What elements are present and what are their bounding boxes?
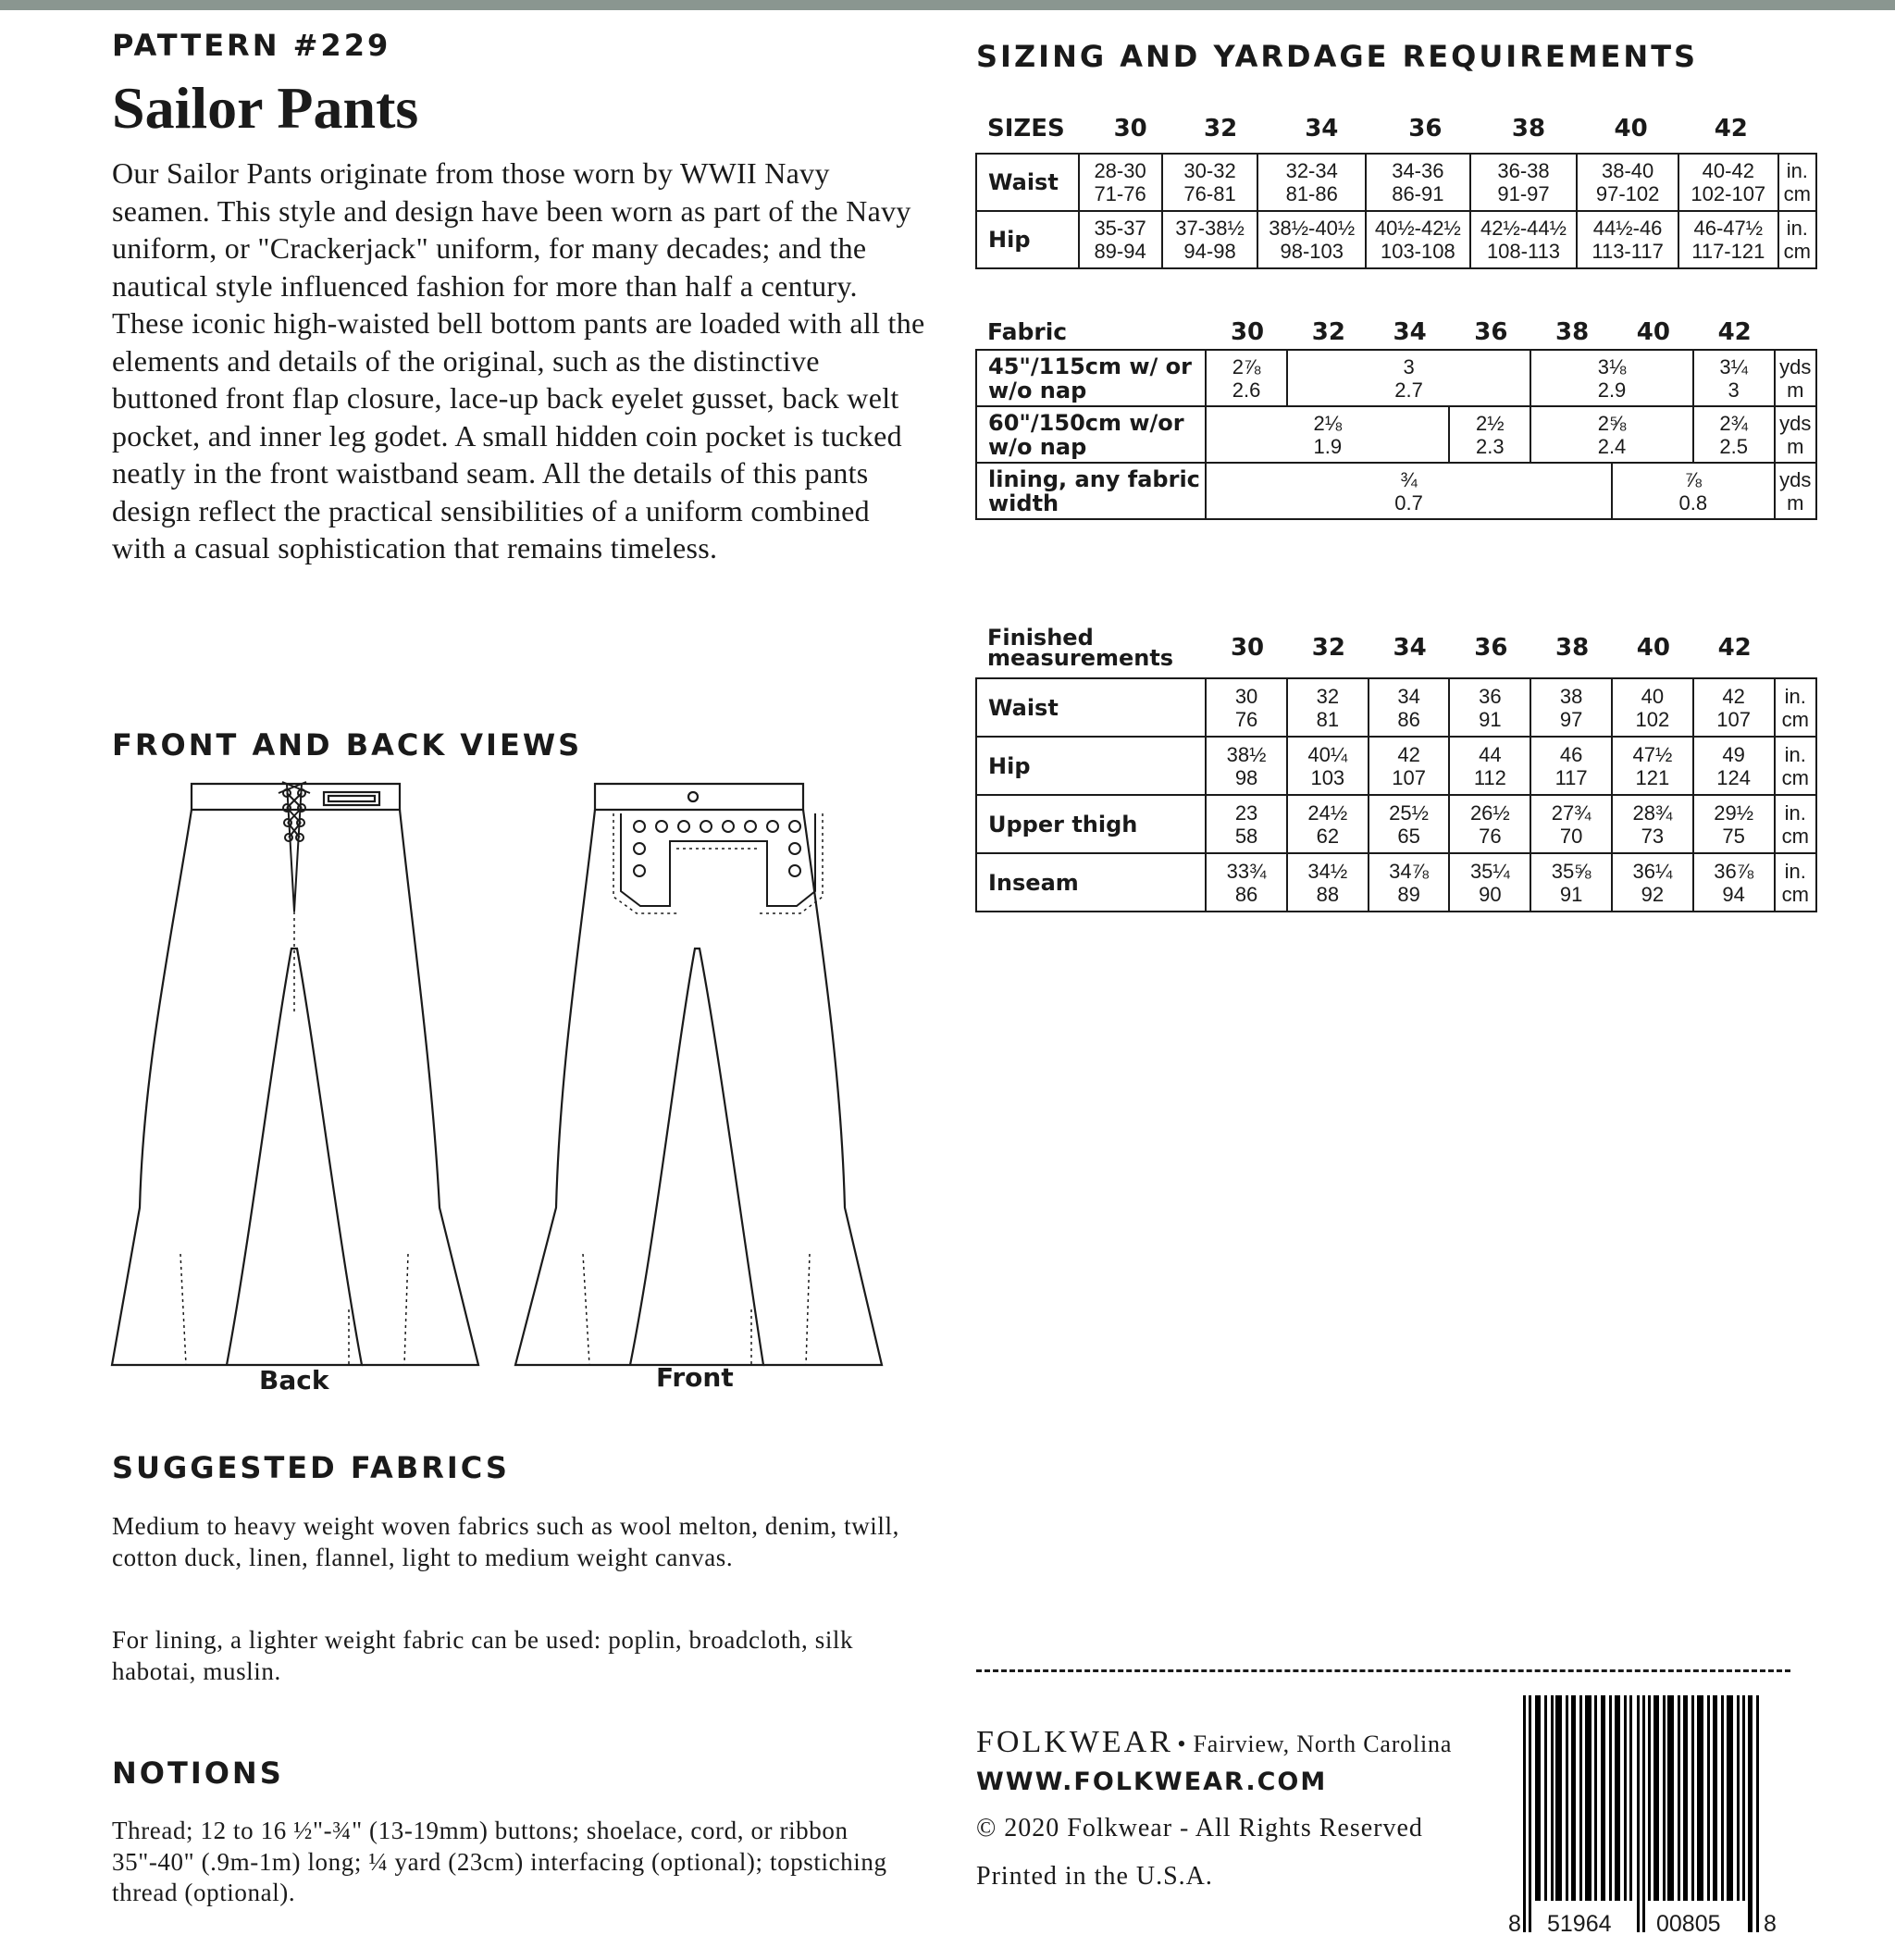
unit-cm: cm	[1783, 240, 1811, 263]
cell-cm: 62	[1316, 824, 1340, 848]
description: Our Sailor Pants originate from those worn by WWII Navy seamen. This style and design have been worn as part of the Navy uniform, or "Crackerjack" uniform, for many decades; and the nautical style influenced fashion for more than half a century. These iconic high-waisted bell bottom pants are loaded with all the elements and details of the original, such as the distinctive buttoned front flap closure, lace-up back eyelet gusset, back welt pocket, and inner leg godet. A small hidden coin pocket is tucked neatly in the front waistband seam. All the details of this pants design reflect the practical sensibilities of a uniform combined with a casual sophistication that remains timeless.	[112, 156, 925, 564]
cell-cm: 81-86	[1285, 182, 1338, 205]
sizes-label: SIZES	[987, 115, 1065, 143]
notions-heading: NOTIONS	[112, 1755, 284, 1791]
cell-in: 34½	[1307, 859, 1348, 883]
cell-in: 40½-42½	[1374, 217, 1461, 240]
unit-cm: cm	[1781, 824, 1809, 848]
unit-in: in.	[1784, 800, 1806, 825]
unit-cm: cm	[1781, 765, 1809, 789]
cell-in: 33¾	[1226, 859, 1267, 883]
cell-yds: ¾	[1400, 467, 1418, 491]
cell-yds: 3¼	[1719, 354, 1748, 378]
row-label: Waist	[976, 154, 1079, 211]
cell-in: 38½	[1226, 742, 1267, 766]
body-measurements-table	[975, 153, 1817, 269]
row-label: 60"/150cm w/or w/o nap	[976, 406, 1206, 463]
cell-m: 2.5	[1719, 434, 1748, 458]
unit-in: in.	[1786, 217, 1808, 240]
cell-cm: 98	[1234, 765, 1258, 789]
fabric-label: Fabric	[987, 318, 1068, 345]
cell-in: 28-30	[1094, 159, 1146, 182]
size-30: 30	[1230, 634, 1265, 662]
size-38: 38	[1555, 318, 1590, 346]
suggested-fabrics-heading: SUGGESTED FABRICS	[112, 1450, 510, 1485]
unit-cm: cm	[1781, 707, 1809, 731]
size-42: 42	[1714, 115, 1748, 143]
cell-cm: 65	[1397, 824, 1420, 848]
unit-yds: yds	[1779, 411, 1812, 435]
size-32: 32	[1204, 115, 1238, 143]
cell-cm: 86	[1397, 707, 1420, 731]
unit-in: in.	[1784, 859, 1806, 883]
cell-cm: 102-107	[1691, 182, 1766, 205]
unit-in: in.	[1784, 742, 1806, 766]
table-row	[976, 211, 1816, 268]
size-36: 36	[1474, 634, 1508, 662]
cell-in: 46-47½	[1693, 217, 1764, 240]
cell-in: 46	[1559, 742, 1583, 766]
back-label: Back	[259, 1365, 329, 1396]
cell-cm: 94-98	[1183, 240, 1236, 263]
cell-cm: 103-108	[1380, 240, 1455, 263]
cell-cm: 76	[1479, 824, 1502, 848]
cell-in: 37-38½	[1175, 217, 1245, 240]
cell-in: 44½-46	[1592, 217, 1663, 240]
barcode	[1508, 1695, 1814, 1938]
cell-cm: 91	[1559, 882, 1583, 906]
size-42: 42	[1717, 318, 1752, 346]
size-36: 36	[1474, 318, 1508, 346]
unit-yds: yds	[1779, 354, 1812, 378]
suggested-fabrics-text: Medium to heavy weight woven fabrics such as wool melton, denim, twill, cotton duck, linen, flannel, light to medium weight canvas.	[112, 1512, 899, 1571]
cell-in: 24½	[1307, 800, 1348, 825]
barcode-digits-right: 00805	[1656, 1911, 1721, 1937]
pattern-number: PATTERN #229	[112, 28, 391, 63]
size-42: 42	[1717, 634, 1752, 662]
cell-yds: 2½	[1476, 411, 1505, 435]
page-title: Sailor Pants	[112, 75, 419, 141]
cell-cm: 117	[1554, 765, 1588, 789]
row-label: Hip	[976, 737, 1206, 795]
cell-yds: 2⅞	[1232, 354, 1261, 378]
cell-in: 27¾	[1551, 800, 1592, 825]
cell-cm: 102	[1635, 707, 1670, 731]
cell-in: 40	[1641, 684, 1665, 708]
cell-cm: 112	[1473, 765, 1506, 789]
cell-yds: 3	[1403, 354, 1415, 378]
finished-header	[976, 626, 1817, 670]
cell-m: 0.8	[1678, 490, 1708, 515]
cell-in: 40-42	[1702, 159, 1754, 182]
cell-cm: 98-103	[1280, 240, 1344, 263]
cell-cm: 97	[1559, 707, 1583, 731]
cell-in: 25½	[1389, 800, 1429, 825]
cell-in: 42½-44½	[1480, 217, 1567, 240]
sizes-header	[976, 113, 1817, 144]
cell-in: 28¾	[1632, 800, 1673, 825]
copyright: © 2020 Folkwear - All Rights Reserved	[976, 1814, 1423, 1842]
size-30: 30	[1230, 318, 1265, 346]
cell-cm: 73	[1641, 824, 1665, 848]
cell-in: 42	[1722, 684, 1745, 708]
cell-in: 47½	[1632, 742, 1673, 766]
table-row	[976, 406, 1816, 463]
barcode-digit-check: 8	[1764, 1911, 1777, 1937]
cell-m: 2.4	[1597, 434, 1627, 458]
size-40: 40	[1614, 115, 1648, 143]
cell-in: 49	[1722, 742, 1745, 766]
cell-in: 35¼	[1469, 859, 1510, 883]
cell-cm: 124	[1716, 765, 1751, 789]
cell-in: 40¼	[1307, 742, 1348, 766]
size-34: 34	[1305, 115, 1339, 143]
cell-in: 34	[1397, 684, 1420, 708]
size-32: 32	[1311, 318, 1345, 346]
cell-cm: 86	[1234, 882, 1258, 906]
unit-m: m	[1787, 378, 1804, 402]
cell-cm: 58	[1234, 824, 1258, 848]
printed-in: Printed in the U.S.A.	[976, 1862, 1213, 1891]
unit-m: m	[1787, 434, 1804, 458]
cell-in: 34⅞	[1389, 859, 1429, 883]
cell-cm: 91-97	[1497, 182, 1550, 205]
cell-in: 30-32	[1183, 159, 1236, 182]
cell-cm: 103	[1310, 765, 1345, 789]
front-back-illustration	[106, 773, 939, 1374]
cell-yds: 2¾	[1719, 411, 1748, 435]
size-32: 32	[1311, 634, 1345, 662]
front-view-drawing	[515, 784, 882, 1365]
cell-cm: 107	[1716, 707, 1751, 731]
size-38: 38	[1511, 115, 1546, 143]
publisher-line	[976, 1725, 1452, 1760]
cell-m: 2.6	[1232, 378, 1261, 402]
brand-location: • Fairview, North Carolina	[1177, 1731, 1453, 1757]
table-row	[976, 737, 1816, 795]
cell-cm: 86-91	[1392, 182, 1444, 205]
back-view-drawing	[112, 782, 478, 1365]
unit-cm: cm	[1783, 182, 1811, 205]
cell-cm: 81	[1316, 707, 1340, 731]
table-row	[976, 154, 1816, 211]
cell-in: 32	[1316, 684, 1340, 708]
cell-yds: 3⅛	[1597, 354, 1627, 378]
cell-in: 38	[1559, 684, 1583, 708]
size-38: 38	[1555, 634, 1590, 662]
cell-in: 44	[1479, 742, 1502, 766]
unit-m: m	[1787, 490, 1804, 515]
cell-cm: 117-121	[1691, 240, 1765, 263]
table-row	[976, 795, 1816, 853]
finished-measurements-table	[975, 677, 1817, 912]
row-label: Waist	[976, 678, 1206, 737]
cell-in: 35⅝	[1551, 859, 1592, 883]
barcode-digits-left: 51964	[1547, 1911, 1612, 1937]
size-36: 36	[1408, 115, 1443, 143]
row-label: Inseam	[976, 853, 1206, 912]
cell-cm: 89	[1397, 882, 1420, 906]
sizing-heading: SIZING AND YARDAGE REQUIREMENTS	[976, 39, 1699, 74]
unit-yds: yds	[1779, 467, 1812, 491]
cell-cm: 76-81	[1183, 182, 1236, 205]
cell-yds: 2⅛	[1313, 411, 1343, 435]
brand-name: FOLKWEAR	[976, 1725, 1173, 1759]
cell-in: 36-38	[1497, 159, 1550, 182]
table-row	[976, 350, 1816, 406]
dashed-divider	[976, 1669, 1790, 1672]
front-label: Front	[656, 1362, 734, 1393]
row-label: Upper thigh	[976, 795, 1206, 853]
table-row	[976, 463, 1816, 519]
cell-cm: 76	[1234, 707, 1258, 731]
cell-in: 38-40	[1601, 159, 1654, 182]
row-label: lining, any fabric width	[976, 463, 1206, 519]
barcode-bars	[1523, 1695, 1759, 1932]
table-row	[976, 678, 1816, 737]
cell-in: 36⅞	[1714, 859, 1754, 883]
cell-cm: 94	[1722, 882, 1745, 906]
size-34: 34	[1393, 318, 1427, 346]
fabric-yardage-table	[975, 349, 1817, 520]
fabric-header	[976, 316, 1817, 348]
cell-cm: 75	[1722, 824, 1745, 848]
lining-fabrics-text: For lining, a lighter weight fabric can be used: poplin, broadcloth, silk habotai, muslin.	[112, 1626, 854, 1685]
unit-in: in.	[1786, 159, 1808, 182]
cell-cm: 88	[1316, 882, 1340, 906]
cell-cm: 108-113	[1486, 240, 1561, 263]
cell-in: 30	[1234, 684, 1258, 708]
size-40: 40	[1636, 634, 1670, 662]
cell-cm: 90	[1479, 882, 1502, 906]
cell-m: 2.3	[1476, 434, 1505, 458]
cell-in: 38½-40½	[1269, 217, 1356, 240]
cell-in: 36¼	[1632, 859, 1673, 883]
cell-m: 2.9	[1597, 378, 1627, 402]
cell-m: 2.7	[1394, 378, 1423, 402]
barcode-digit-lead: 8	[1508, 1911, 1521, 1937]
table-row	[976, 853, 1816, 912]
cell-in: 23	[1234, 800, 1258, 825]
size-40: 40	[1636, 318, 1670, 346]
cell-cm: 121	[1635, 765, 1670, 789]
cell-cm: 70	[1559, 824, 1583, 848]
cell-cm: 71-76	[1094, 182, 1146, 205]
size-34: 34	[1393, 634, 1427, 662]
views-heading: FRONT AND BACK VIEWS	[112, 727, 583, 763]
cell-cm: 89-94	[1094, 240, 1146, 263]
cell-m: 3	[1728, 378, 1740, 402]
cell-cm: 113-117	[1592, 240, 1664, 263]
cell-in: 32-34	[1285, 159, 1338, 182]
cell-cm: 92	[1641, 882, 1665, 906]
cell-in: 35-37	[1094, 217, 1146, 240]
row-label: 45"/115cm w/ or w/o nap	[976, 350, 1206, 406]
size-30: 30	[1113, 115, 1147, 143]
cell-m: 0.7	[1394, 490, 1423, 515]
cell-in: 36	[1479, 684, 1502, 708]
cell-cm: 107	[1392, 765, 1426, 789]
cell-cm: 97-102	[1595, 182, 1660, 205]
finished-label: Finished measurements	[987, 625, 1174, 671]
cell-cm: 91	[1479, 707, 1502, 731]
notions-text: Thread; 12 to 16 ½"-¾" (13-19mm) buttons; shoelace, cord, or ribbon 35"-40" (.9m-1m) long; ¼ yard (23cm) interfacing (optional); topstiching thread (optional).	[112, 1817, 887, 1906]
row-label: Hip	[976, 211, 1079, 268]
cell-in: 34-36	[1392, 159, 1444, 182]
cell-in: 29½	[1714, 800, 1754, 825]
website-link[interactable]: WWW.FOLKWEAR.COM	[976, 1768, 1328, 1796]
cell-m: 1.9	[1313, 434, 1343, 458]
cell-yds: ⅞	[1684, 467, 1702, 491]
top-border	[0, 0, 1895, 10]
unit-cm: cm	[1781, 882, 1809, 906]
cell-in: 26½	[1469, 800, 1510, 825]
cell-yds: 2⅝	[1597, 411, 1627, 435]
cell-in: 42	[1397, 742, 1420, 766]
unit-in: in.	[1784, 684, 1806, 708]
